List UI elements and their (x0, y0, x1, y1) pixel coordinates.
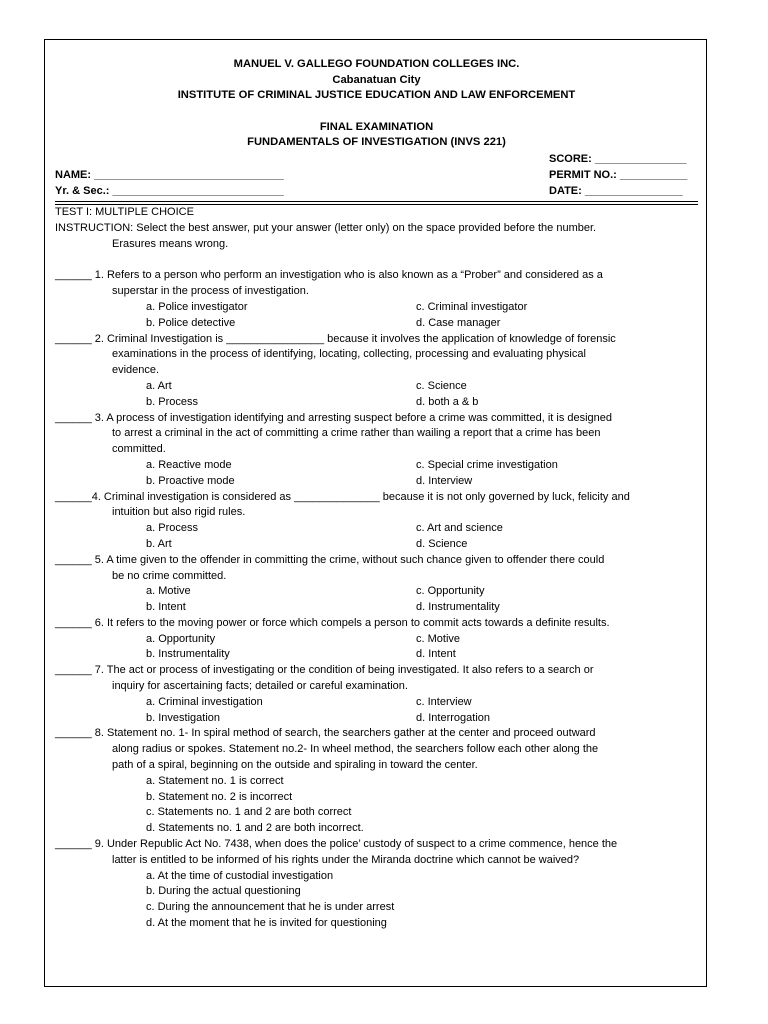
option: b. Intent (146, 601, 186, 614)
question-cont: evidence. (112, 364, 160, 377)
option: b. Process (146, 395, 198, 408)
permit-field[interactable]: PERMIT NO.: ___________ (549, 168, 688, 181)
score-row (55, 151, 698, 167)
option-grid (55, 521, 698, 553)
option: c. Art and science (416, 522, 503, 535)
question-lead[interactable]: ______ 7. The act or process of investigating or the condition of being investigated. It also refers to a search or (55, 664, 594, 677)
institute-name: INSTITUTE OF CRIMINAL JUSTICE EDUCATION AND LAW ENFORCEMENT (177, 89, 576, 102)
option: a. Police investigator (146, 300, 248, 313)
option: a. Criminal investigation (146, 695, 263, 708)
option: d. Intent (416, 648, 456, 661)
exam-page (44, 39, 707, 987)
option: d. Case manager (416, 316, 501, 329)
option: c. Special crime investigation (416, 458, 558, 471)
question-lead[interactable]: ______ 3. A process of investigation identifying and arresting suspect before a crime was committed, it is designed (55, 411, 613, 424)
option: c. Interview (416, 695, 472, 708)
option: a. Motive (146, 585, 191, 598)
question-cont: inquiry for ascertaining facts; detailed or careful examination. (112, 680, 408, 693)
question-cont: latter is entitled to be informed of his rights under the Miranda doctrine which cannot be waived? (112, 853, 580, 866)
instruction-line: INSTRUCTION: Select the best answer, put your answer (letter only) on the space provided before the number. (55, 221, 597, 234)
header-divider (55, 201, 698, 202)
option: b. Art (146, 537, 172, 550)
option-grid (55, 632, 698, 664)
question-4 (55, 490, 698, 553)
option: c. Opportunity (416, 585, 485, 598)
test-title: TEST I: MULTIPLE CHOICE (55, 205, 194, 218)
option: b. Investigation (146, 711, 220, 724)
question-2 (55, 332, 698, 411)
instruction-cont: Erasures means wrong. (112, 237, 229, 250)
option: a. Art (146, 379, 172, 392)
option: d. Interrogation (416, 711, 490, 724)
school-city: Cabanatuan City (332, 73, 421, 86)
option-grid (55, 584, 698, 616)
option: c. Statements no. 1 and 2 are both correct (146, 806, 352, 819)
question-cont: superstar in the process of investigation. (112, 285, 309, 298)
question-9 (55, 837, 698, 932)
question-lead[interactable]: ______ 6. It refers to the moving power or force which compels a person to commit acts towards a definite results. (55, 616, 610, 629)
question-cont: intuition but also rigid rules. (112, 506, 246, 519)
option-grid (55, 300, 698, 332)
option: d. Interview (416, 474, 473, 487)
option: d. both a & b (416, 395, 479, 408)
question-cont: to arrest a criminal in the act of committing a crime rather than wailing a report that a crime has been (112, 427, 601, 440)
question-cont: be no crime committed. (112, 569, 227, 582)
option: b. Proactive mode (146, 474, 235, 487)
question-lead[interactable]: ______ 9. Under Republic Act No. 7438, when does the police’ custody of suspect to a crime commence, hence the (55, 838, 618, 851)
name-row (55, 167, 698, 183)
option: a. Reactive mode (146, 458, 232, 471)
option: a. Process (146, 522, 198, 535)
option: d. Statements no. 1 and 2 are both incorrect. (146, 822, 364, 835)
question-lead[interactable]: ______ 1. Refers to a person who perform an investigation who is also known as a “Prober” and considered as a (55, 269, 603, 282)
option: b. During the actual questioning (146, 885, 301, 898)
option-grid (55, 379, 698, 411)
option: a. At the time of custodial investigation (146, 869, 334, 882)
yr-sec-row (55, 183, 698, 199)
question-lead[interactable]: ______ 8. Statement no. 1- In spiral method of search, the searchers gather at the center and proceed outward (55, 727, 596, 740)
question-1 (55, 268, 698, 331)
option: c. During the announcement that he is under arrest (146, 901, 395, 914)
option: c. Criminal investigator (416, 300, 528, 313)
question-cont: along radius or spokes. Statement no.2- In wheel method, the searchers follow each other along the (112, 743, 599, 756)
score-field[interactable]: SCORE: _______________ (549, 152, 687, 165)
option-grid (55, 695, 698, 727)
question-5 (55, 553, 698, 616)
school-name: MANUEL V. GALLEGO FOUNDATION COLLEGES INC. (233, 58, 520, 70)
option: c. Motive (416, 632, 461, 645)
option: a. Opportunity (146, 632, 216, 645)
subject-title: FUNDAMENTALS OF INVESTIGATION (INVS 221) (247, 136, 506, 149)
name-field[interactable]: NAME: _______________________________ (55, 168, 284, 181)
question-8 (55, 726, 698, 837)
option: d. Instrumentality (416, 601, 500, 614)
question-cont: path of a spiral, beginning on the outside and spiraling in toward the center. (112, 759, 478, 772)
question-7 (55, 663, 698, 726)
yr-sec-field[interactable]: Yr. & Sec.: ____________________________ (55, 184, 284, 197)
question-3 (55, 411, 698, 490)
option: b. Statement no. 2 is incorrect (146, 790, 293, 803)
option: d. Science (416, 537, 468, 550)
option: b. Instrumentality (146, 648, 230, 661)
date-field[interactable]: DATE: ________________ (549, 184, 683, 197)
question-list (55, 268, 698, 726)
question-lead[interactable]: ______4. Criminal investigation is considered as ______________ because it is not only governed by luck, felicity and (55, 490, 630, 503)
option-grid (55, 458, 698, 490)
option: d. At the moment that he is invited for questioning (146, 917, 387, 930)
option: b. Police detective (146, 316, 236, 329)
option: a. Statement no. 1 is correct (146, 774, 284, 787)
exam-content (55, 57, 698, 932)
question-lead[interactable]: ______ 2. Criminal Investigation is ________________ because it involves the application of knowledge of forensic (55, 332, 616, 345)
question-cont: committed. (112, 443, 166, 456)
option: c. Science (416, 379, 467, 392)
question-cont: examinations in the process of identifying, locating, collecting, processing and evaluating physical (112, 348, 586, 361)
question-6 (55, 616, 698, 663)
exam-title: FINAL EXAMINATION (319, 120, 434, 133)
question-lead[interactable]: ______ 5. A time given to the offender in committing the crime, without such chance given to offender there could (55, 553, 605, 566)
